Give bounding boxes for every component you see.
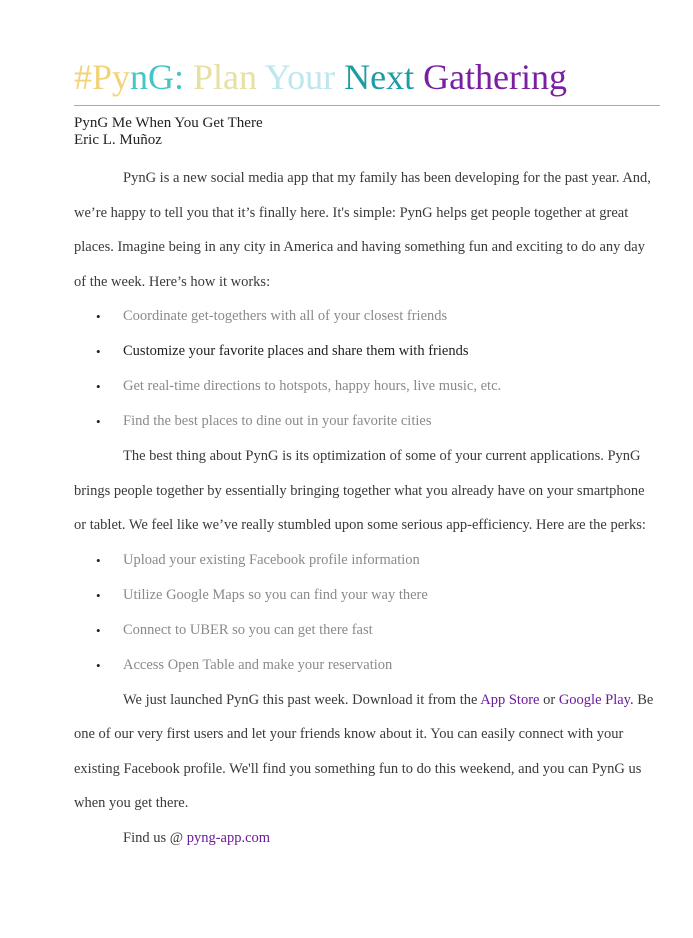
list-item [74,613,658,648]
bullet-icon: • [96,344,101,359]
launch-or: or [539,691,559,708]
list-item-text: Access Open Table and make your reservation [123,656,393,673]
author: Eric L. Muñoz [74,132,162,148]
bullet-icon: • [96,379,101,394]
list-item [74,334,658,369]
list-item-text: Find the best places to dine out in your favorite cities [123,413,432,429]
title-divider [74,105,660,106]
title-part: Gathering [414,57,568,97]
document-title [74,55,567,99]
title-part: nG: [130,57,185,97]
bullet-icon: • [96,657,101,673]
subtitle: PynG Me When You Get There [74,115,263,131]
list-item-text: Coordinate get-togethers with all of your closest friends [123,308,448,324]
find-us-label: Find us @ [123,829,187,846]
launch-text: We just launched PynG this past week. Download it from the [123,691,481,708]
list-item [74,578,658,613]
title-part: #Py [74,57,131,97]
title-part: Plan [184,57,258,97]
bullet-icon: • [96,552,101,568]
bullet-icon: • [96,622,101,638]
list-item-text: Utilize Google Maps so you can find your way there [123,586,428,603]
bullet-icon: • [96,414,101,429]
title-part: Next [335,57,415,97]
perks-list [74,543,658,683]
list-item [74,543,658,578]
byline [74,115,263,149]
list-item [74,404,658,439]
intro-paragraph: PynG is a new social media app that my family has been developing for the past year. And, we’re happy to tell you that it’s finally here. It's simple: PynG helps get people together at great places. Imagine being in any city in America and having something fun and exciting to do any day of the week. Here’s how it works: [74,170,651,290]
list-item [74,299,658,334]
list-item-text: Upload your existing Facebook profile information [123,551,420,568]
launch-paragraph [74,683,658,821]
title-part: Your [257,57,336,97]
launch-text-end: . Be one of our very first users and let your friends know about it. You can easily connect with your existing Facebook profile. We'll find you something fun to do this weekend, and you can PynG us when you get there. [74,691,654,811]
app-store-link[interactable]: App Store [480,691,540,708]
document-body [74,161,658,855]
website-link[interactable]: pyng-app.com [186,829,271,846]
list-item-text: Get real-time directions to hotspots, happy hours, live music, etc. [123,378,502,394]
find-us-line [74,821,658,856]
bullet-icon: • [96,587,101,603]
list-item-text: Connect to UBER so you can get there fast [123,621,373,638]
list-item-text: Customize your favorite places and share them with friends [123,343,469,359]
list-item [74,648,658,683]
list-item [74,369,658,404]
bullet-icon: • [96,309,101,324]
perks-paragraph: The best thing about PynG is its optimization of some of your current applications. PynG brings people together by essentially bringing together what you already have on your smartphone or tablet. We feel like we’ve really stumbled upon some serious app-efficiency. Here are the perks: [74,448,646,533]
features-list [74,299,658,439]
google-play-link[interactable]: Google Play [558,691,630,708]
